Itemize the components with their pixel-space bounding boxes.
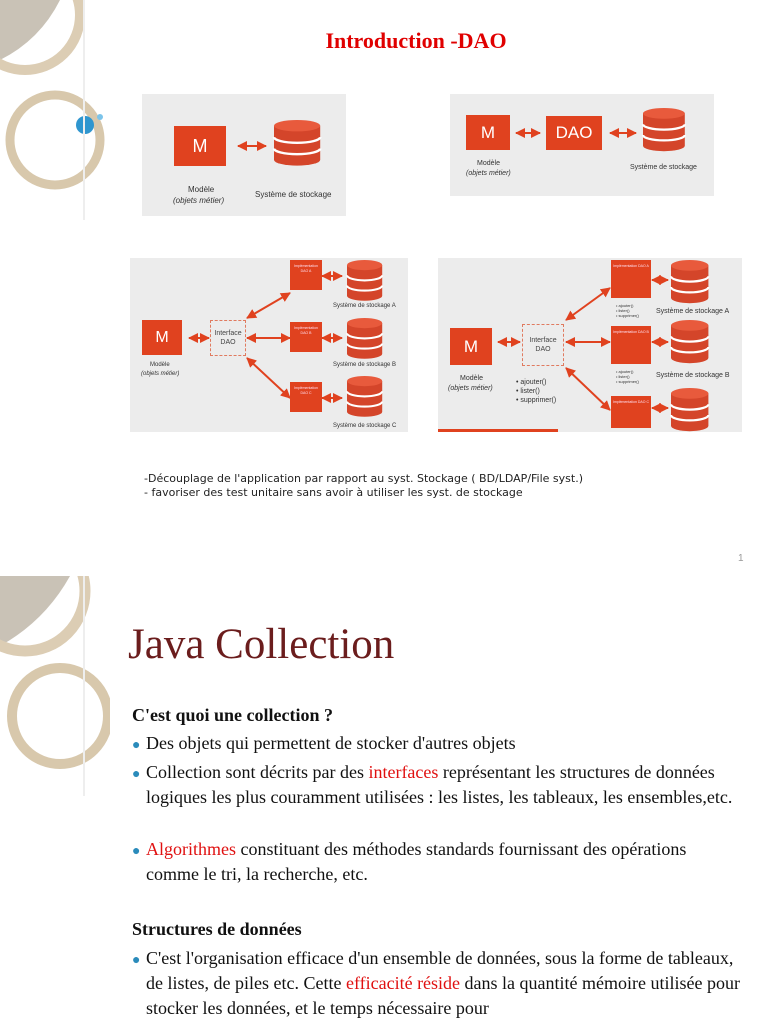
database-icon	[274, 120, 320, 166]
impl-dao-b: Implémentation DAO B	[611, 326, 651, 364]
bullet-item	[132, 760, 742, 810]
interface-dao-box	[210, 320, 246, 356]
text-run: C'est l'organisation efficace d'un ensemble de données, sous la forme de tableaux, de listes, de piles etc. Cette	[146, 948, 734, 993]
interface-dao-box	[522, 324, 564, 366]
method-item: ajouter()	[618, 369, 634, 374]
bullet-icon: ●	[132, 767, 141, 782]
storage-b-label: Système de stockage B	[333, 362, 397, 368]
impl-dao-b: Implémentation DAO B	[290, 322, 322, 352]
model-sublabel: (objets métier)	[466, 170, 511, 177]
diagram-dao-interface-methods	[438, 258, 742, 432]
note-line: - favoriser des test unitaire sans avoir à utiliser les syst. de stockage	[144, 486, 523, 499]
model-label: Modèle	[150, 362, 170, 368]
impl-dao-c: Implémentation DAO C	[611, 396, 651, 428]
model-label: Modèle	[477, 160, 500, 167]
method-item: lister()	[520, 388, 540, 395]
bullet-item	[132, 946, 742, 1021]
text-run: représentant les structures de données logiques les plus couramment utilisées : les listes, les tableaux, les ensembles,etc.	[146, 762, 733, 807]
model-box: M	[174, 126, 226, 166]
method-item: supprimer()	[618, 313, 639, 318]
bullet-icon: ●	[132, 738, 141, 753]
storage-a-label: Système de stockage A	[333, 303, 396, 309]
page-number: 1	[738, 553, 744, 564]
model-box: M	[450, 328, 492, 365]
highlight-text: Algorithmes	[146, 839, 236, 859]
method-item: ajouter()	[520, 379, 547, 386]
slide-title: Java Collection	[128, 621, 395, 668]
model-sublabel: (objets métier)	[173, 196, 225, 205]
interface-label: Interface	[529, 337, 557, 344]
slide-notes	[144, 472, 583, 500]
note-line: -Découplage de l'application par rapport au syst. Stockage ( BD/LDAP/File syst.)	[144, 472, 583, 485]
slide-title: Introduction -DAO	[325, 28, 507, 53]
storage-label: Système de stockage	[630, 164, 697, 171]
method-item: supprimer()	[618, 379, 639, 384]
bullet-text	[132, 946, 742, 1021]
bullet-item	[132, 731, 742, 756]
impl-dao-c: Implémentation DAO C	[290, 382, 322, 412]
section-heading: Structures de données	[132, 919, 302, 939]
bullet-text	[132, 760, 742, 810]
storage-b-label: Système de stockage B	[656, 372, 730, 379]
method-item: ajouter()	[618, 303, 634, 308]
highlight-text: interfaces	[368, 762, 439, 782]
model-box: M	[142, 320, 182, 355]
bullet-item	[132, 837, 742, 887]
small-method-list-a: • ajouter() • lister() • supprimer()	[616, 303, 639, 318]
database-icon-a	[671, 260, 708, 303]
database-icon-c	[671, 388, 708, 431]
interface-label-2: DAO	[220, 339, 236, 346]
method-item: lister()	[618, 308, 630, 313]
highlight-text: efficacité réside	[345, 973, 461, 993]
dao-box: DAO	[546, 116, 602, 150]
diagram-model-storage	[142, 94, 346, 216]
method-item: lister()	[618, 374, 630, 379]
diagram-model-dao-storage	[450, 94, 714, 196]
storage-c-label: Système de stockage C	[333, 423, 397, 429]
text-run: constituant des méthodes standards fournissant des opérations comme le tri, la recherche, etc.	[146, 839, 687, 884]
storage-a-label: Système de stockage A	[656, 308, 730, 315]
decorative-rings	[0, 576, 110, 796]
storage-label: Système de stockage	[255, 190, 332, 199]
bullet-icon: ●	[132, 953, 141, 968]
slide-java-collection	[0, 576, 768, 1024]
impl-dao-a: Implémentation DAO A	[611, 260, 651, 298]
small-method-list-b: • ajouter() • lister() • supprimer()	[616, 369, 639, 384]
database-icon-c	[347, 376, 382, 417]
bullet-text: Des objets qui permettent de stocker d'autres objets	[146, 733, 516, 753]
database-icon	[643, 108, 685, 151]
database-icon-b	[347, 318, 382, 359]
text-run: Collection sont décrits par des	[146, 762, 369, 782]
text-run: dans la quantité mémoire utilisée pour stocker les données, et le temps nécessaire pour	[146, 973, 740, 1018]
interface-label: Interface	[214, 330, 242, 337]
impl-dao-a: Implémentation DAO A	[290, 260, 322, 290]
database-icon-b	[671, 320, 708, 363]
bullet-text	[132, 837, 742, 887]
diagram-dao-interface-multi	[130, 258, 408, 432]
method-item: supprimer()	[520, 397, 557, 404]
model-sublabel: (objets métier)	[448, 385, 493, 392]
model-label: Modèle	[460, 375, 483, 382]
method-list: • ajouter() • lister() • supprimer()	[516, 379, 557, 404]
model-box: M	[466, 115, 510, 150]
model-label: Modèle	[188, 185, 215, 194]
interface-label-2: DAO	[535, 346, 551, 353]
database-icon-a	[347, 260, 382, 301]
bullet-icon: ●	[132, 844, 141, 859]
model-sublabel: (objets métier)	[141, 371, 180, 377]
section-heading: C'est quoi une collection ?	[132, 705, 333, 725]
